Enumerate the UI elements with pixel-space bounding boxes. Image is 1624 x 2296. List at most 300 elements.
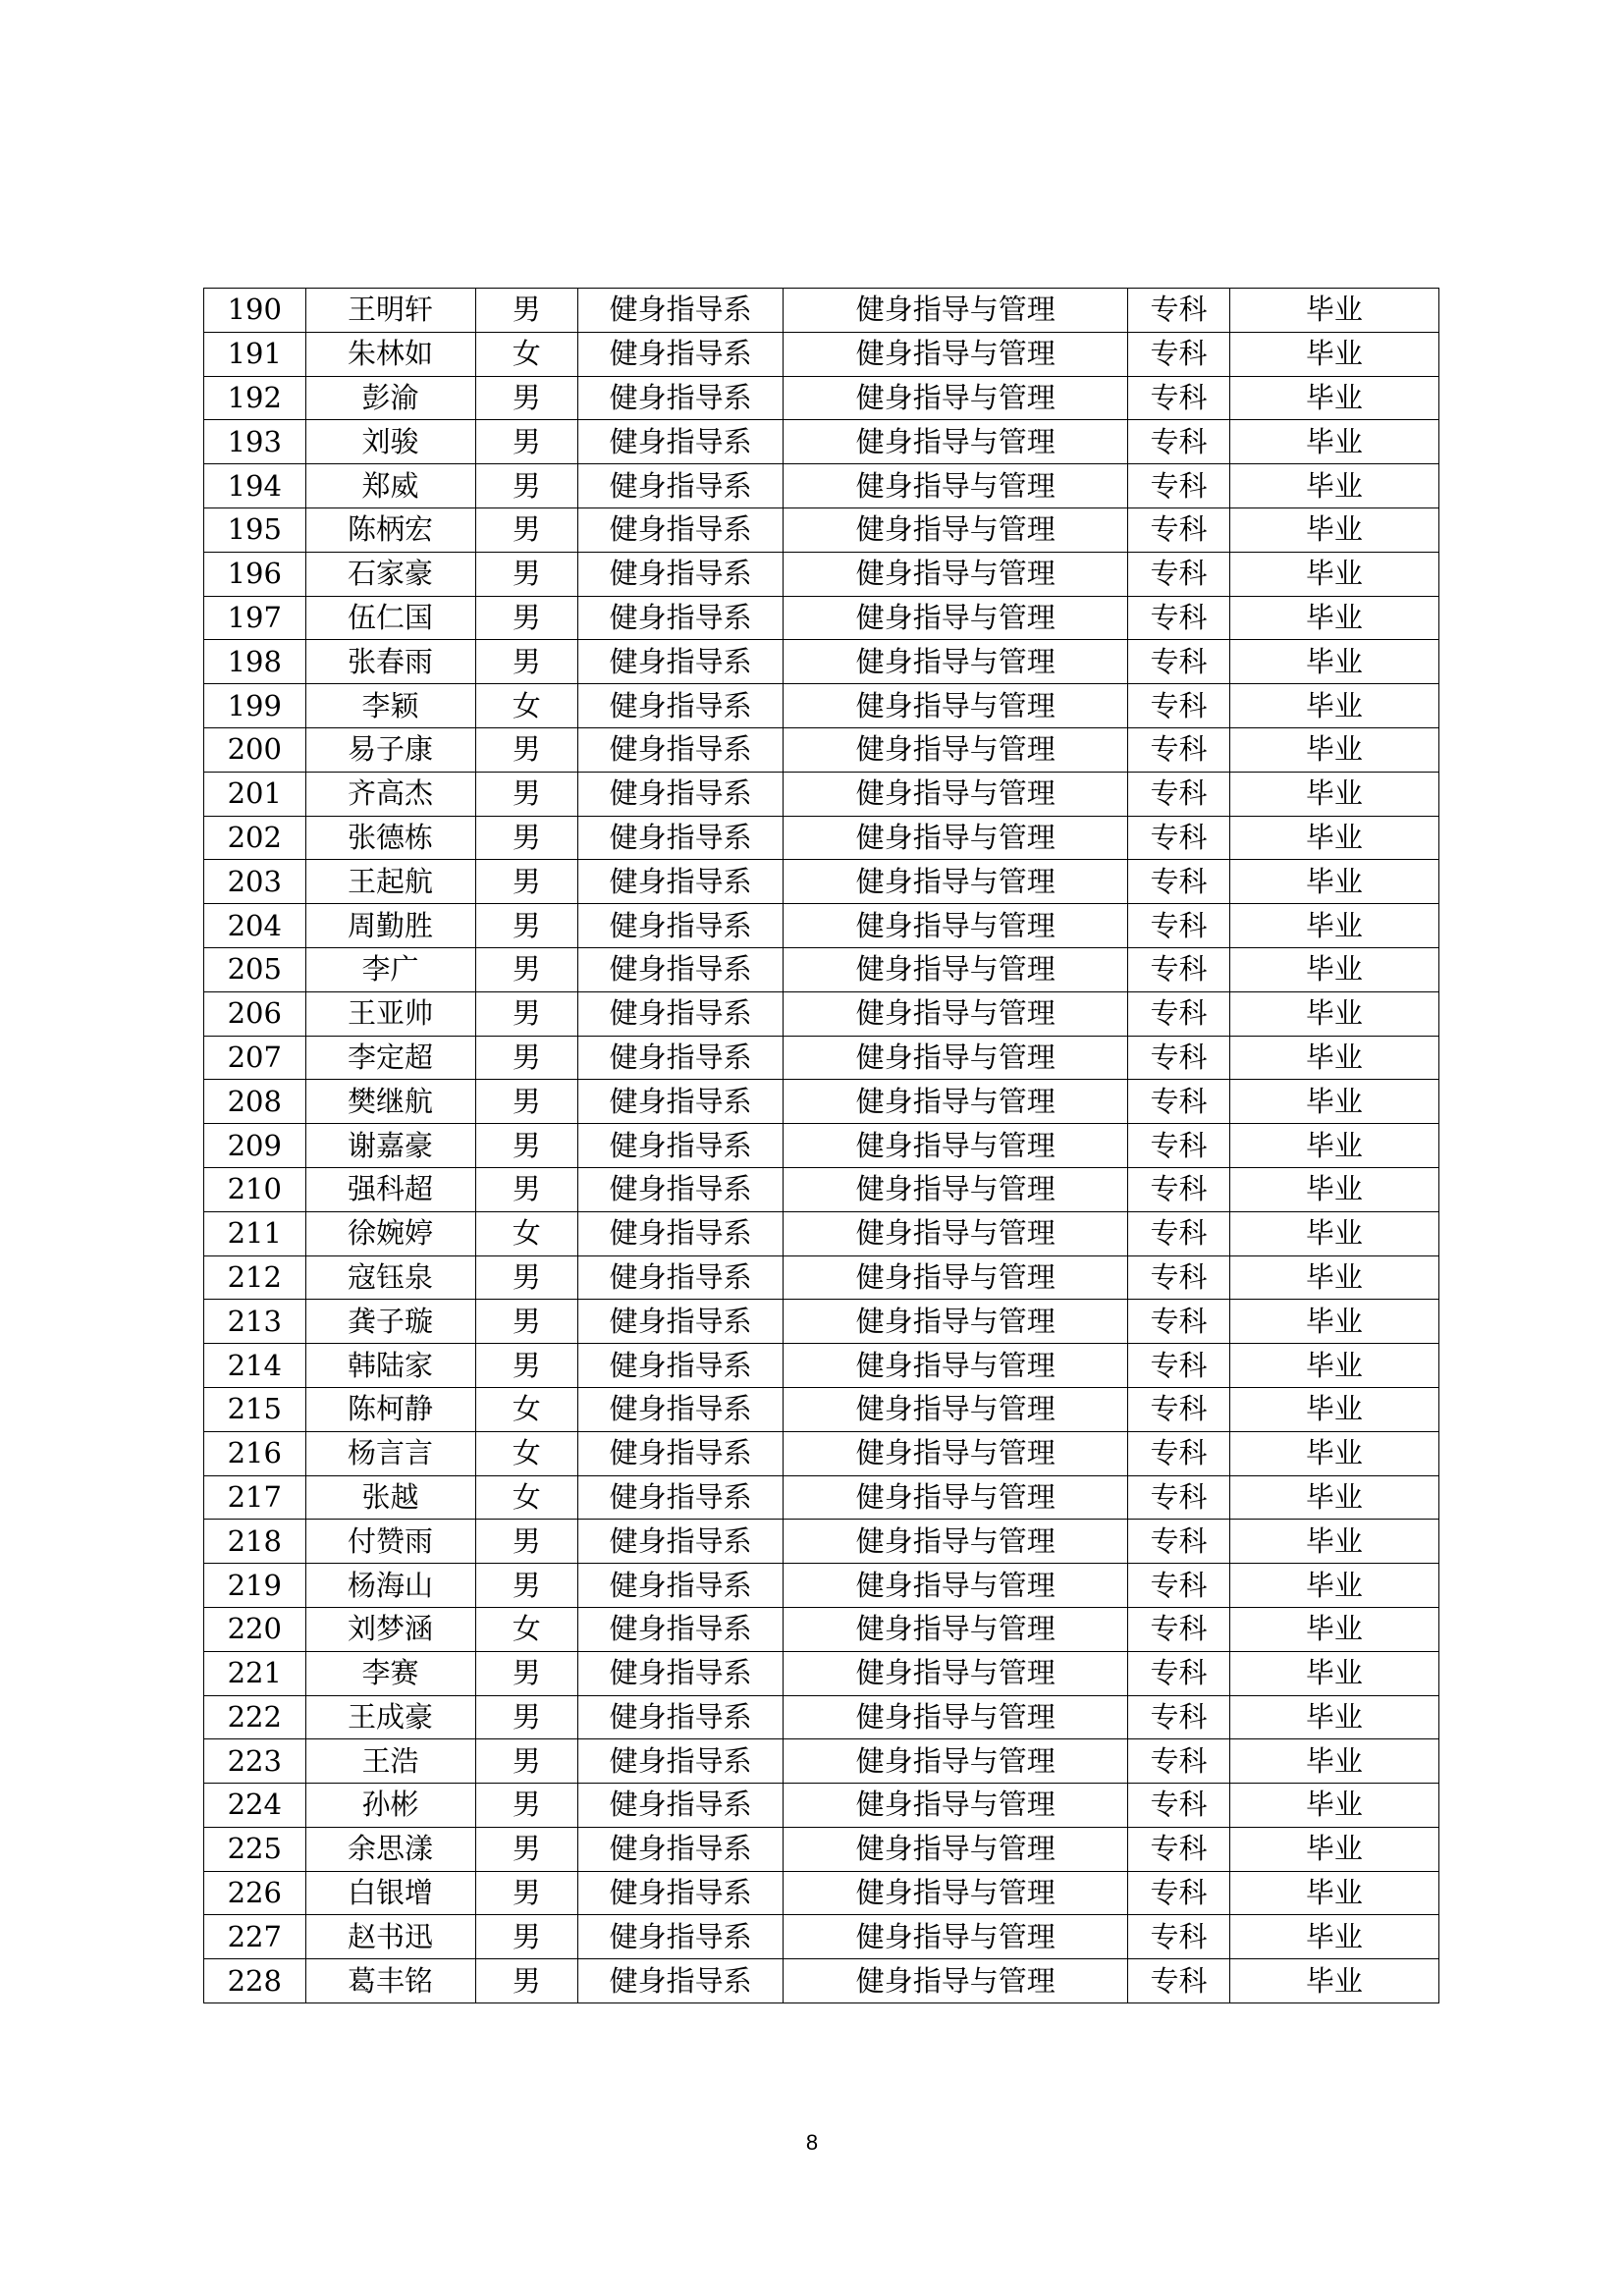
student-name-cell: 强科超 bbox=[305, 1167, 475, 1211]
department-cell: 健身指导系 bbox=[578, 507, 784, 552]
gender-cell: 男 bbox=[475, 464, 578, 508]
major-cell: 健身指导与管理 bbox=[784, 332, 1128, 376]
table-row bbox=[204, 640, 1439, 684]
education-level-cell: 专科 bbox=[1128, 860, 1230, 904]
department-cell: 健身指导系 bbox=[578, 904, 784, 948]
education-level-cell: 专科 bbox=[1128, 727, 1230, 772]
department-cell: 健身指导系 bbox=[578, 1607, 784, 1651]
graduation-status-cell: 毕业 bbox=[1229, 1827, 1438, 1871]
student-name-cell: 寇钰泉 bbox=[305, 1255, 475, 1300]
student-name-cell: 伍仁国 bbox=[305, 596, 475, 640]
serial-number-cell: 200 bbox=[204, 727, 306, 772]
gender-cell: 男 bbox=[475, 991, 578, 1036]
department-cell: 健身指导系 bbox=[578, 640, 784, 684]
serial-number-cell: 220 bbox=[204, 1607, 306, 1651]
major-cell: 健身指导与管理 bbox=[784, 1564, 1128, 1608]
student-name-cell: 李广 bbox=[305, 947, 475, 991]
graduate-roster-table bbox=[203, 288, 1439, 2003]
major-cell: 健身指导与管理 bbox=[784, 1959, 1128, 2003]
department-cell: 健身指导系 bbox=[578, 376, 784, 420]
gender-cell: 女 bbox=[475, 1607, 578, 1651]
department-cell: 健身指导系 bbox=[578, 1080, 784, 1124]
student-name-cell: 李赛 bbox=[305, 1651, 475, 1695]
gender-cell: 男 bbox=[475, 1344, 578, 1388]
education-level-cell: 专科 bbox=[1128, 1344, 1230, 1388]
graduation-status-cell: 毕业 bbox=[1229, 507, 1438, 552]
gender-cell: 男 bbox=[475, 1255, 578, 1300]
gender-cell: 男 bbox=[475, 507, 578, 552]
gender-cell: 男 bbox=[475, 1167, 578, 1211]
gender-cell: 男 bbox=[475, 860, 578, 904]
department-cell: 健身指导系 bbox=[578, 1124, 784, 1168]
table-row bbox=[204, 1739, 1439, 1784]
major-cell: 健身指导与管理 bbox=[784, 1255, 1128, 1300]
student-name-cell: 杨言言 bbox=[305, 1431, 475, 1475]
graduation-status-cell: 毕业 bbox=[1229, 727, 1438, 772]
gender-cell: 男 bbox=[475, 552, 578, 596]
student-name-cell: 白银增 bbox=[305, 1871, 475, 1915]
department-cell: 健身指导系 bbox=[578, 1564, 784, 1608]
student-name-cell: 谢嘉豪 bbox=[305, 1124, 475, 1168]
major-cell: 健身指导与管理 bbox=[784, 596, 1128, 640]
student-name-cell: 王浩 bbox=[305, 1739, 475, 1784]
serial-number-cell: 206 bbox=[204, 991, 306, 1036]
table-row bbox=[204, 1387, 1439, 1431]
table-row bbox=[204, 1255, 1439, 1300]
major-cell: 健身指导与管理 bbox=[784, 1211, 1128, 1255]
table-row bbox=[204, 1167, 1439, 1211]
table-row bbox=[204, 596, 1439, 640]
gender-cell: 女 bbox=[475, 684, 578, 728]
student-name-cell: 彭渝 bbox=[305, 376, 475, 420]
education-level-cell: 专科 bbox=[1128, 1739, 1230, 1784]
graduation-status-cell: 毕业 bbox=[1229, 1124, 1438, 1168]
student-name-cell: 赵书迅 bbox=[305, 1915, 475, 1959]
serial-number-cell: 198 bbox=[204, 640, 306, 684]
education-level-cell: 专科 bbox=[1128, 1475, 1230, 1520]
education-level-cell: 专科 bbox=[1128, 1431, 1230, 1475]
major-cell: 健身指导与管理 bbox=[784, 1300, 1128, 1344]
serial-number-cell: 190 bbox=[204, 289, 306, 333]
serial-number-cell: 224 bbox=[204, 1784, 306, 1828]
table-row bbox=[204, 1607, 1439, 1651]
student-name-cell: 朱林如 bbox=[305, 332, 475, 376]
education-level-cell: 专科 bbox=[1128, 991, 1230, 1036]
table-row bbox=[204, 1300, 1439, 1344]
education-level-cell: 专科 bbox=[1128, 1300, 1230, 1344]
page-number: 8 bbox=[805, 2130, 819, 2155]
serial-number-cell: 212 bbox=[204, 1255, 306, 1300]
gender-cell: 男 bbox=[475, 904, 578, 948]
serial-number-cell: 211 bbox=[204, 1211, 306, 1255]
serial-number-cell: 208 bbox=[204, 1080, 306, 1124]
table-row bbox=[204, 1871, 1439, 1915]
education-level-cell: 专科 bbox=[1128, 1211, 1230, 1255]
gender-cell: 男 bbox=[475, 1564, 578, 1608]
table-row bbox=[204, 772, 1439, 816]
table-row bbox=[204, 1784, 1439, 1828]
table-row bbox=[204, 1520, 1439, 1564]
department-cell: 健身指导系 bbox=[578, 772, 784, 816]
education-level-cell: 专科 bbox=[1128, 1695, 1230, 1739]
table-row bbox=[204, 552, 1439, 596]
department-cell: 健身指导系 bbox=[578, 1827, 784, 1871]
table-row bbox=[204, 1695, 1439, 1739]
major-cell: 健身指导与管理 bbox=[784, 1080, 1128, 1124]
department-cell: 健身指导系 bbox=[578, 332, 784, 376]
graduation-status-cell: 毕业 bbox=[1229, 1520, 1438, 1564]
education-level-cell: 专科 bbox=[1128, 904, 1230, 948]
department-cell: 健身指导系 bbox=[578, 1167, 784, 1211]
graduation-status-cell: 毕业 bbox=[1229, 1607, 1438, 1651]
serial-number-cell: 205 bbox=[204, 947, 306, 991]
major-cell: 健身指导与管理 bbox=[784, 420, 1128, 464]
major-cell: 健身指导与管理 bbox=[784, 1387, 1128, 1431]
graduation-status-cell: 毕业 bbox=[1229, 1431, 1438, 1475]
major-cell: 健身指导与管理 bbox=[784, 860, 1128, 904]
gender-cell: 男 bbox=[475, 1036, 578, 1080]
education-level-cell: 专科 bbox=[1128, 1387, 1230, 1431]
education-level-cell: 专科 bbox=[1128, 1564, 1230, 1608]
major-cell: 健身指导与管理 bbox=[784, 991, 1128, 1036]
serial-number-cell: 227 bbox=[204, 1915, 306, 1959]
education-level-cell: 专科 bbox=[1128, 947, 1230, 991]
education-level-cell: 专科 bbox=[1128, 1784, 1230, 1828]
serial-number-cell: 194 bbox=[204, 464, 306, 508]
table-row bbox=[204, 1124, 1439, 1168]
serial-number-cell: 202 bbox=[204, 816, 306, 860]
graduation-status-cell: 毕业 bbox=[1229, 1695, 1438, 1739]
gender-cell: 男 bbox=[475, 816, 578, 860]
department-cell: 健身指导系 bbox=[578, 1211, 784, 1255]
table-row bbox=[204, 289, 1439, 333]
graduation-status-cell: 毕业 bbox=[1229, 1871, 1438, 1915]
department-cell: 健身指导系 bbox=[578, 1651, 784, 1695]
major-cell: 健身指导与管理 bbox=[784, 816, 1128, 860]
major-cell: 健身指导与管理 bbox=[784, 1036, 1128, 1080]
student-name-cell: 李定超 bbox=[305, 1036, 475, 1080]
education-level-cell: 专科 bbox=[1128, 1124, 1230, 1168]
education-level-cell: 专科 bbox=[1128, 1871, 1230, 1915]
graduation-status-cell: 毕业 bbox=[1229, 552, 1438, 596]
gender-cell: 男 bbox=[475, 947, 578, 991]
table-row bbox=[204, 947, 1439, 991]
department-cell: 健身指导系 bbox=[578, 1475, 784, 1520]
student-name-cell: 周勤胜 bbox=[305, 904, 475, 948]
major-cell: 健身指导与管理 bbox=[784, 289, 1128, 333]
education-level-cell: 专科 bbox=[1128, 1080, 1230, 1124]
student-name-cell: 齐高杰 bbox=[305, 772, 475, 816]
student-name-cell: 陈柯静 bbox=[305, 1387, 475, 1431]
graduation-status-cell: 毕业 bbox=[1229, 860, 1438, 904]
serial-number-cell: 204 bbox=[204, 904, 306, 948]
serial-number-cell: 199 bbox=[204, 684, 306, 728]
education-level-cell: 专科 bbox=[1128, 507, 1230, 552]
serial-number-cell: 218 bbox=[204, 1520, 306, 1564]
serial-number-cell: 215 bbox=[204, 1387, 306, 1431]
table-row bbox=[204, 1827, 1439, 1871]
serial-number-cell: 203 bbox=[204, 860, 306, 904]
major-cell: 健身指导与管理 bbox=[784, 507, 1128, 552]
gender-cell: 男 bbox=[475, 772, 578, 816]
table-row bbox=[204, 860, 1439, 904]
department-cell: 健身指导系 bbox=[578, 1300, 784, 1344]
major-cell: 健身指导与管理 bbox=[784, 640, 1128, 684]
graduation-status-cell: 毕业 bbox=[1229, 1167, 1438, 1211]
department-cell: 健身指导系 bbox=[578, 1959, 784, 2003]
graduation-status-cell: 毕业 bbox=[1229, 1564, 1438, 1608]
table-row bbox=[204, 464, 1439, 508]
department-cell: 健身指导系 bbox=[578, 1255, 784, 1300]
department-cell: 健身指导系 bbox=[578, 1344, 784, 1388]
graduation-status-cell: 毕业 bbox=[1229, 420, 1438, 464]
education-level-cell: 专科 bbox=[1128, 1255, 1230, 1300]
major-cell: 健身指导与管理 bbox=[784, 552, 1128, 596]
department-cell: 健身指导系 bbox=[578, 1695, 784, 1739]
major-cell: 健身指导与管理 bbox=[784, 1695, 1128, 1739]
student-name-cell: 樊继航 bbox=[305, 1080, 475, 1124]
graduation-status-cell: 毕业 bbox=[1229, 991, 1438, 1036]
student-name-cell: 徐婉婷 bbox=[305, 1211, 475, 1255]
gender-cell: 男 bbox=[475, 1520, 578, 1564]
major-cell: 健身指导与管理 bbox=[784, 727, 1128, 772]
student-name-cell: 王亚帅 bbox=[305, 991, 475, 1036]
student-name-cell: 余思漾 bbox=[305, 1827, 475, 1871]
gender-cell: 女 bbox=[475, 332, 578, 376]
student-name-cell: 杨海山 bbox=[305, 1564, 475, 1608]
gender-cell: 女 bbox=[475, 1475, 578, 1520]
table-row bbox=[204, 507, 1439, 552]
department-cell: 健身指导系 bbox=[578, 684, 784, 728]
gender-cell: 男 bbox=[475, 1784, 578, 1828]
table-row bbox=[204, 991, 1439, 1036]
graduation-status-cell: 毕业 bbox=[1229, 1959, 1438, 2003]
roster-body bbox=[204, 289, 1439, 2003]
department-cell: 健身指导系 bbox=[578, 1431, 784, 1475]
student-name-cell: 刘骏 bbox=[305, 420, 475, 464]
table-row bbox=[204, 684, 1439, 728]
education-level-cell: 专科 bbox=[1128, 1827, 1230, 1871]
gender-cell: 男 bbox=[475, 1959, 578, 2003]
serial-number-cell: 217 bbox=[204, 1475, 306, 1520]
department-cell: 健身指导系 bbox=[578, 1915, 784, 1959]
gender-cell: 女 bbox=[475, 1387, 578, 1431]
department-cell: 健身指导系 bbox=[578, 860, 784, 904]
gender-cell: 男 bbox=[475, 1915, 578, 1959]
table-row bbox=[204, 332, 1439, 376]
serial-number-cell: 197 bbox=[204, 596, 306, 640]
graduation-status-cell: 毕业 bbox=[1229, 947, 1438, 991]
serial-number-cell: 221 bbox=[204, 1651, 306, 1695]
education-level-cell: 专科 bbox=[1128, 1036, 1230, 1080]
serial-number-cell: 207 bbox=[204, 1036, 306, 1080]
gender-cell: 男 bbox=[475, 1739, 578, 1784]
department-cell: 健身指导系 bbox=[578, 420, 784, 464]
graduation-status-cell: 毕业 bbox=[1229, 376, 1438, 420]
serial-number-cell: 222 bbox=[204, 1695, 306, 1739]
table-row bbox=[204, 904, 1439, 948]
graduation-status-cell: 毕业 bbox=[1229, 684, 1438, 728]
major-cell: 健身指导与管理 bbox=[784, 772, 1128, 816]
major-cell: 健身指导与管理 bbox=[784, 1124, 1128, 1168]
student-name-cell: 龚子璇 bbox=[305, 1300, 475, 1344]
education-level-cell: 专科 bbox=[1128, 816, 1230, 860]
student-name-cell: 李颖 bbox=[305, 684, 475, 728]
major-cell: 健身指导与管理 bbox=[784, 1739, 1128, 1784]
student-name-cell: 张春雨 bbox=[305, 640, 475, 684]
student-name-cell: 王明轩 bbox=[305, 289, 475, 333]
major-cell: 健身指导与管理 bbox=[784, 947, 1128, 991]
serial-number-cell: 223 bbox=[204, 1739, 306, 1784]
major-cell: 健身指导与管理 bbox=[784, 684, 1128, 728]
gender-cell: 男 bbox=[475, 420, 578, 464]
education-level-cell: 专科 bbox=[1128, 1167, 1230, 1211]
serial-number-cell: 226 bbox=[204, 1871, 306, 1915]
table-row bbox=[204, 376, 1439, 420]
major-cell: 健身指导与管理 bbox=[784, 464, 1128, 508]
table-row bbox=[204, 1431, 1439, 1475]
education-level-cell: 专科 bbox=[1128, 596, 1230, 640]
education-level-cell: 专科 bbox=[1128, 1607, 1230, 1651]
department-cell: 健身指导系 bbox=[578, 991, 784, 1036]
major-cell: 健身指导与管理 bbox=[784, 1607, 1128, 1651]
education-level-cell: 专科 bbox=[1128, 464, 1230, 508]
graduation-status-cell: 毕业 bbox=[1229, 464, 1438, 508]
table-row bbox=[204, 1211, 1439, 1255]
student-name-cell: 孙彬 bbox=[305, 1784, 475, 1828]
department-cell: 健身指导系 bbox=[578, 596, 784, 640]
gender-cell: 男 bbox=[475, 640, 578, 684]
graduation-status-cell: 毕业 bbox=[1229, 1211, 1438, 1255]
graduation-status-cell: 毕业 bbox=[1229, 816, 1438, 860]
education-level-cell: 专科 bbox=[1128, 1959, 1230, 2003]
graduation-status-cell: 毕业 bbox=[1229, 1255, 1438, 1300]
serial-number-cell: 225 bbox=[204, 1827, 306, 1871]
department-cell: 健身指导系 bbox=[578, 816, 784, 860]
gender-cell: 女 bbox=[475, 1431, 578, 1475]
gender-cell: 男 bbox=[475, 727, 578, 772]
serial-number-cell: 196 bbox=[204, 552, 306, 596]
serial-number-cell: 213 bbox=[204, 1300, 306, 1344]
serial-number-cell: 192 bbox=[204, 376, 306, 420]
graduation-status-cell: 毕业 bbox=[1229, 289, 1438, 333]
graduation-status-cell: 毕业 bbox=[1229, 1387, 1438, 1431]
student-name-cell: 郑威 bbox=[305, 464, 475, 508]
graduation-status-cell: 毕业 bbox=[1229, 1784, 1438, 1828]
graduation-status-cell: 毕业 bbox=[1229, 1915, 1438, 1959]
department-cell: 健身指导系 bbox=[578, 727, 784, 772]
graduation-status-cell: 毕业 bbox=[1229, 1344, 1438, 1388]
major-cell: 健身指导与管理 bbox=[784, 904, 1128, 948]
graduation-status-cell: 毕业 bbox=[1229, 640, 1438, 684]
education-level-cell: 专科 bbox=[1128, 289, 1230, 333]
table-row bbox=[204, 816, 1439, 860]
major-cell: 健身指导与管理 bbox=[784, 1344, 1128, 1388]
major-cell: 健身指导与管理 bbox=[784, 1520, 1128, 1564]
department-cell: 健身指导系 bbox=[578, 289, 784, 333]
graduation-status-cell: 毕业 bbox=[1229, 772, 1438, 816]
graduation-status-cell: 毕业 bbox=[1229, 596, 1438, 640]
education-level-cell: 专科 bbox=[1128, 772, 1230, 816]
serial-number-cell: 195 bbox=[204, 507, 306, 552]
education-level-cell: 专科 bbox=[1128, 1520, 1230, 1564]
department-cell: 健身指导系 bbox=[578, 1871, 784, 1915]
major-cell: 健身指导与管理 bbox=[784, 1651, 1128, 1695]
department-cell: 健身指导系 bbox=[578, 1520, 784, 1564]
table-row bbox=[204, 1915, 1439, 1959]
graduation-status-cell: 毕业 bbox=[1229, 1651, 1438, 1695]
table-row bbox=[204, 1651, 1439, 1695]
gender-cell: 男 bbox=[475, 1871, 578, 1915]
student-name-cell: 付赞雨 bbox=[305, 1520, 475, 1564]
department-cell: 健身指导系 bbox=[578, 947, 784, 991]
student-name-cell: 易子康 bbox=[305, 727, 475, 772]
table-row bbox=[204, 1344, 1439, 1388]
serial-number-cell: 228 bbox=[204, 1959, 306, 2003]
major-cell: 健身指导与管理 bbox=[784, 1784, 1128, 1828]
department-cell: 健身指导系 bbox=[578, 552, 784, 596]
major-cell: 健身指导与管理 bbox=[784, 1871, 1128, 1915]
table-row bbox=[204, 1959, 1439, 2003]
student-name-cell: 张越 bbox=[305, 1475, 475, 1520]
department-cell: 健身指导系 bbox=[578, 1387, 784, 1431]
graduation-status-cell: 毕业 bbox=[1229, 1036, 1438, 1080]
serial-number-cell: 219 bbox=[204, 1564, 306, 1608]
gender-cell: 男 bbox=[475, 1300, 578, 1344]
major-cell: 健身指导与管理 bbox=[784, 1475, 1128, 1520]
education-level-cell: 专科 bbox=[1128, 640, 1230, 684]
student-name-cell: 石家豪 bbox=[305, 552, 475, 596]
graduation-status-cell: 毕业 bbox=[1229, 1300, 1438, 1344]
serial-number-cell: 209 bbox=[204, 1124, 306, 1168]
education-level-cell: 专科 bbox=[1128, 420, 1230, 464]
major-cell: 健身指导与管理 bbox=[784, 1431, 1128, 1475]
education-level-cell: 专科 bbox=[1128, 552, 1230, 596]
gender-cell: 男 bbox=[475, 1124, 578, 1168]
table-row bbox=[204, 1036, 1439, 1080]
major-cell: 健身指导与管理 bbox=[784, 1827, 1128, 1871]
major-cell: 健身指导与管理 bbox=[784, 1915, 1128, 1959]
graduation-status-cell: 毕业 bbox=[1229, 904, 1438, 948]
gender-cell: 男 bbox=[475, 289, 578, 333]
gender-cell: 男 bbox=[475, 1651, 578, 1695]
gender-cell: 男 bbox=[475, 596, 578, 640]
student-name-cell: 张德栋 bbox=[305, 816, 475, 860]
serial-number-cell: 216 bbox=[204, 1431, 306, 1475]
student-name-cell: 王起航 bbox=[305, 860, 475, 904]
table-row bbox=[204, 420, 1439, 464]
graduation-status-cell: 毕业 bbox=[1229, 1080, 1438, 1124]
graduation-status-cell: 毕业 bbox=[1229, 332, 1438, 376]
gender-cell: 男 bbox=[475, 1695, 578, 1739]
table-row bbox=[204, 1475, 1439, 1520]
education-level-cell: 专科 bbox=[1128, 684, 1230, 728]
serial-number-cell: 191 bbox=[204, 332, 306, 376]
serial-number-cell: 193 bbox=[204, 420, 306, 464]
education-level-cell: 专科 bbox=[1128, 1651, 1230, 1695]
table-row bbox=[204, 1080, 1439, 1124]
serial-number-cell: 201 bbox=[204, 772, 306, 816]
serial-number-cell: 214 bbox=[204, 1344, 306, 1388]
gender-cell: 男 bbox=[475, 376, 578, 420]
education-level-cell: 专科 bbox=[1128, 332, 1230, 376]
department-cell: 健身指导系 bbox=[578, 1036, 784, 1080]
education-level-cell: 专科 bbox=[1128, 376, 1230, 420]
table-row bbox=[204, 727, 1439, 772]
serial-number-cell: 210 bbox=[204, 1167, 306, 1211]
gender-cell: 男 bbox=[475, 1080, 578, 1124]
gender-cell: 女 bbox=[475, 1211, 578, 1255]
